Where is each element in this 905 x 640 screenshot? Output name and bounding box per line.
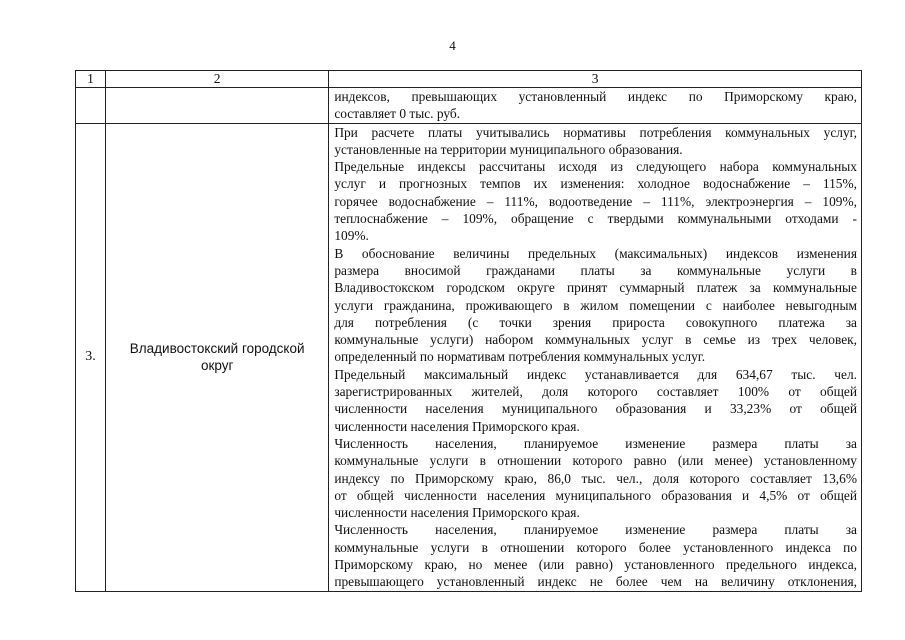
text-line: установленные на территории муниципального образования. [334,141,683,157]
header-col-2: 2 [106,71,329,88]
text-line: для потребления (с точки зрения прироста совокупного платежа за [334,314,857,330]
text-line: горячее водоснабжение – 111%, водоотведение – 111%, электроэнергия – 109%, [334,193,857,209]
text-line: численности населения муниципального образования и 33,23% от общей [334,401,857,417]
text-line: определенный по нормативам потребления коммунальных услуг. [334,349,706,365]
text-line: При расчете платы учитывались нормативы потребления коммунальных услуг, [334,124,857,140]
row-description-cell [329,123,862,591]
text-line: коммунальные услуги) набором коммунальных услуг в семье из трех человек, [334,332,857,348]
text-line: услуги гражданина, проживающего в жилом помещении с наиболее невыгодным [334,297,857,313]
text-line: Владивостокском городском округе принят суммарный платеж за коммунальные [334,280,857,296]
text-line: численности населения Приморского края. [334,505,580,521]
text-line: коммунальные услуги в отношении которого равно (или менее) установленному [334,453,857,469]
text-line: В обоснование величины предельных (максимальных) индексов изменения [334,245,857,261]
table-row [76,123,862,591]
text-line: размера вносимой гражданами платы за коммунальные услуги в [334,262,857,278]
text-line: индексов, превышающих установленный индекс по Приморскому краю, [334,89,857,104]
page-number: 4 [449,38,456,53]
text-line: зарегистрированных жителей, доля которого составляет 100% от общей [334,384,857,400]
text-line: превышающего установленный индекс не более чем на величину отклонения, [334,574,857,590]
text-line: Численность населения, планируемое изменение размера платы за [334,522,857,538]
page-bottom-crop [75,600,863,640]
continuation-num-cell [76,88,106,124]
text-line: теплоснабжение – 109%, обращение с твердыми коммунальными отходами - [334,211,857,227]
header-col-3: 3 [329,71,862,88]
document-table [75,70,862,592]
text-line: услуг и прогнозных темпов их изменения: холодное водоснабжение – 115%, [334,176,857,192]
continuation-name-cell [106,88,329,124]
text-line: Предельные индексы рассчитаны исходя из следующего набора коммунальных [334,159,857,175]
text-line: 109%. [334,228,369,244]
text-line: от общей численности населения муниципального образования и 4,5% от общей [334,487,857,503]
continuation-row [76,88,862,124]
municipality-name: Владивостокский городской округ [106,123,329,591]
row-number: 3. [76,123,106,591]
text-line: индексу по Приморскому краю, 86,0 тыс. чел., доля которого составляет 13,6% [334,470,857,486]
text-line: численности населения Приморского края. [334,418,580,434]
text-line: Предельный максимальный индекс устанавливается для 634,67 тыс. чел. [334,366,857,382]
text-line: коммунальные услуги в отношении которого более установленного индекса по [334,539,857,555]
continuation-text-cell [329,88,862,124]
text-line: Численность населения, планируемое изменение размера платы за [334,435,857,451]
text-line: составляет 0 тыс. руб. [334,106,461,122]
text-line: Приморскому краю, но менее (или равно) установленного предельного индекса, [334,557,857,573]
table-header-row [76,71,862,88]
header-col-1: 1 [76,71,106,88]
